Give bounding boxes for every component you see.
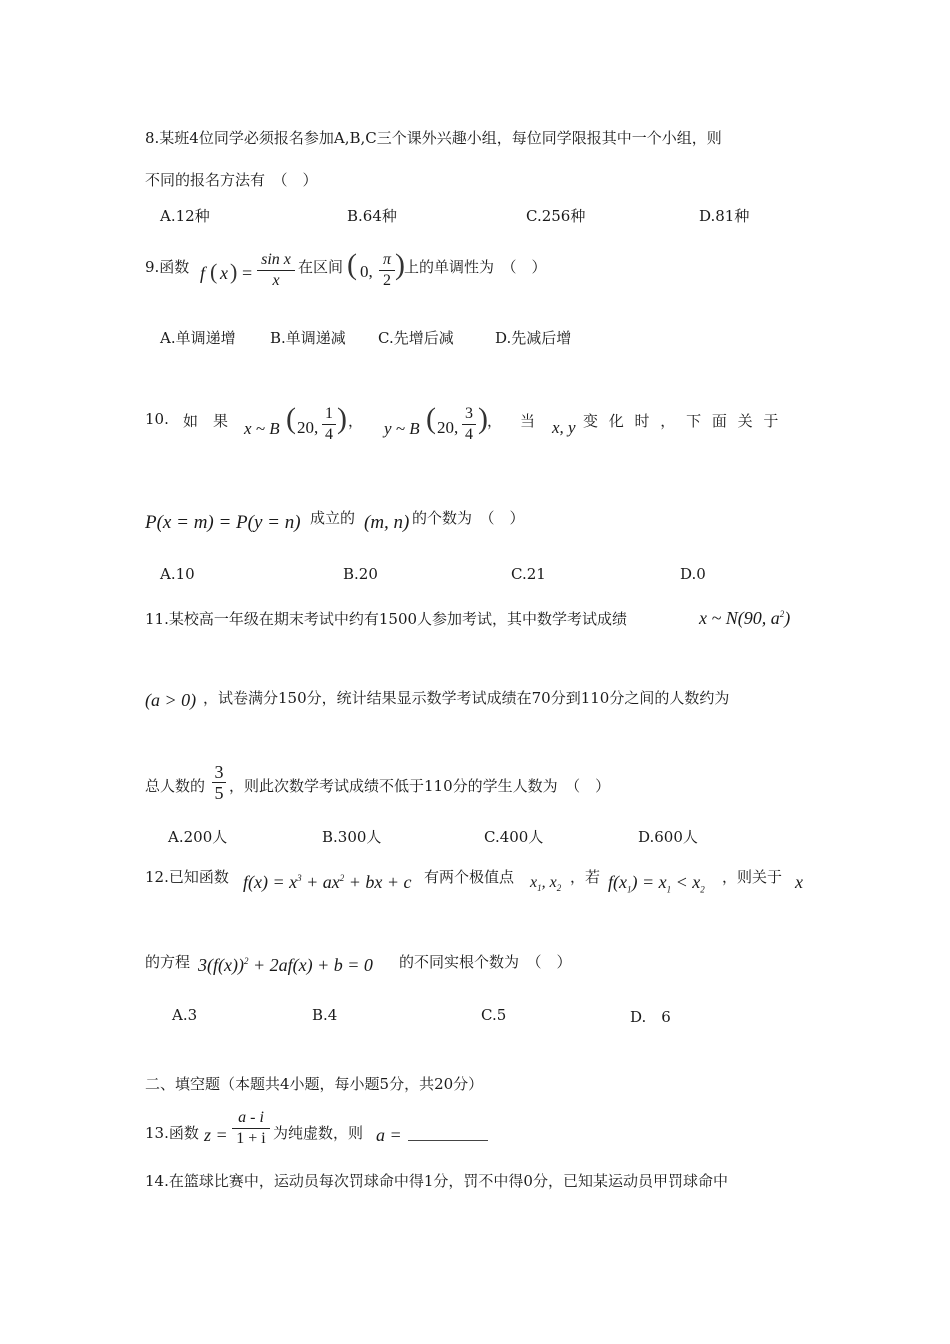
q11-frac-den: 5 [214,783,224,803]
q9-x: x [220,263,228,283]
q11-option-d: D.600人 [638,828,698,846]
q12-eq-a: 3(f(x)) [198,955,244,975]
q9-two: 2 [383,272,391,289]
q13-fraction [231,1108,271,1149]
q13-mid: 为纯虚数，则 [273,1124,364,1142]
q9-option-c: C.先增后减 [378,329,454,347]
q9-den: x [272,272,280,289]
q8-line1: 8.某班4位同学必须报名参加A,B,C三个课外兴趣小组，每位同学限报其中一个小组，则 [145,129,722,147]
q10-option-b: B.20 [343,565,378,583]
q12-pts-x2: x [549,874,557,891]
q9-interval-rparen: ) [395,248,405,281]
q11-line1: 11.某校高一年级在期末考试中约有1500人参加考试，其中数学考试成绩 [145,610,628,628]
q14-line1: 14.在篮球比赛中，运动员每次罚球命中得1分，罚不中得0分，已知某运动员甲罚球命中 [145,1172,728,1190]
q12-sup3: 3 [297,873,302,883]
q11-option-a: A.200人 [168,828,228,846]
q10-line2-mid: 成立的 [310,509,356,527]
q12-pts-comma: , [541,874,550,891]
q9-prefix: 9.函数 [145,258,190,276]
q10-comma2: ， [487,412,503,430]
q12-option-d: D. 6 [630,1008,671,1026]
q9-option-b: B.单调递减 [270,329,346,347]
q11-line3-post: ，则此次数学考试成绩不低于110分的学生人数为 （ ） [229,777,611,795]
q11-line2-math: (a > 0) [145,690,197,710]
q13-answer-blank[interactable] [408,1126,488,1141]
q11-dist-sup: 2 [779,609,785,619]
q13-prefix: 13.函数 [145,1124,199,1142]
q10-x-frac [321,404,337,445]
q9-rparen: ) [230,259,238,284]
q12-pts-x1: x [530,874,538,891]
q10-mn: (m, n) [364,512,410,533]
q12-line2-pre: 的方程 [145,953,191,971]
section2-heading: 二、填空题（本题共4小题，每小题5分，共20分） [145,1075,484,1093]
q9-option-d: D.先减后增 [495,329,572,347]
q11-dist-text: x ~ N(90, a [699,608,780,628]
q12-func-b: + ax [301,872,340,892]
q11-dist-rparen: ) [784,608,791,628]
q12-pts-sub1: 1 [537,883,542,894]
q10-ru: 如 [183,412,199,430]
q11-option-b: B.300人 [322,828,382,846]
q12-eq-sup: 2 [243,956,249,966]
q13-den: 1 + i [236,1130,266,1147]
q10-x-n: 20, [297,418,319,437]
q8-option-c: C.256种 [526,207,586,225]
q12-equation [198,955,373,976]
q12-cond-sub1b: 1 [666,884,672,895]
q9-pi: π [382,251,391,268]
q9-f: f [200,263,206,283]
q9-lparen: ( [210,259,218,284]
q12-cond-sub1: 1 [626,884,632,895]
q12-cond-b: ) = x [631,872,667,892]
q9-zero: 0, [360,262,373,281]
q10-y-frac-den: 4 [465,426,473,443]
q12-func-c: + bx + c [344,872,412,892]
q12-func [243,872,412,893]
q10-x-dist: x ~ B [244,419,280,438]
q9-mid: 在区间 [298,258,344,276]
q12-line2-post: 的不同实根个数为 （ ） [399,953,572,971]
q10-line2-math: P(x = m) = P(y = n) [145,512,301,533]
q12-prefix: 12.已知函数 [145,868,229,886]
q9-suffix: 上的单调性为 （ ） [404,258,547,276]
q8-option-a: A.12种 [160,207,210,225]
q12-option-b: B.4 [312,1006,338,1024]
q12-cond-sub2: 2 [700,884,705,895]
q10-guo: 果 [213,412,229,430]
q10-tail: 变 化 时 ， 下 面 关 于 [583,412,779,430]
q10-y-lparen: ( [426,402,436,435]
q10-y-n: 20, [437,418,459,437]
q9-pi-fraction [378,250,396,291]
q10-option-c: C.21 [511,565,546,583]
q10-y-dist: y ~ B [384,419,420,438]
q9-option-a: A.单调递增 [160,329,236,347]
q12-func-a: f(x) = x [243,872,298,892]
q10-y-rparen: ) [478,402,488,435]
q8-option-b: B.64种 [347,207,397,225]
q12-option-c: C.5 [481,1006,507,1024]
q10-option-a: A.10 [160,565,195,583]
q8-option-d: D.81种 [699,207,750,225]
q10-y-frac [461,404,477,445]
q11-option-c: C.400人 [484,828,544,846]
q11-frac-num: 3 [214,762,224,782]
q12-sup2: 2 [339,873,345,883]
q10-x-frac-num: 1 [325,405,333,422]
q10-x-rparen: ) [337,402,347,435]
q12-eq-b: + 2af(x) + b = 0 [248,955,373,975]
q10-dang: 当 [520,412,536,430]
q9-num: sin x [261,251,291,268]
q12-pts [530,874,561,893]
q12-option-a: A.3 [172,1006,198,1024]
q10-option-d: D.0 [680,565,706,583]
q10-line2-end: 的个数为 （ ） [412,509,525,527]
q12-tail: ，则关于 [722,868,783,886]
q12-cond [608,872,705,895]
q10-xy: x, y [552,418,576,437]
q13-a: a = [376,1125,402,1145]
q12-cond-a: f(x [608,872,627,892]
q12-mid: 有两个极值点 [424,868,515,886]
q11-fraction [211,762,227,803]
q11-line2: ，试卷满分150分，统计结果显示数学考试成绩在70分到110分之间的人数约为 [203,689,730,707]
q12-ruo: ，若 [570,868,601,886]
q11-dist [699,608,790,629]
q10-x-lparen: ( [286,402,296,435]
q9-interval-lparen: ( [347,248,357,281]
q13-num: a - i [238,1109,264,1126]
q10-comma1: ， [348,412,364,430]
q10-x-frac-den: 4 [325,426,333,443]
q10-prefix: 10. [145,410,169,428]
q11-line3-pre: 总人数的 [145,777,206,795]
q13-z: z = [204,1125,228,1145]
q12-pts-sub2: 2 [556,883,562,894]
q10-y-frac-num: 3 [465,405,473,422]
q12-tail-x: x [795,872,803,892]
q8-line2: 不同的报名方法有 （ ） [145,171,318,189]
q12-cond-c: < x [671,872,701,892]
q9-fraction [256,250,296,291]
q9-equals: = [242,263,253,283]
